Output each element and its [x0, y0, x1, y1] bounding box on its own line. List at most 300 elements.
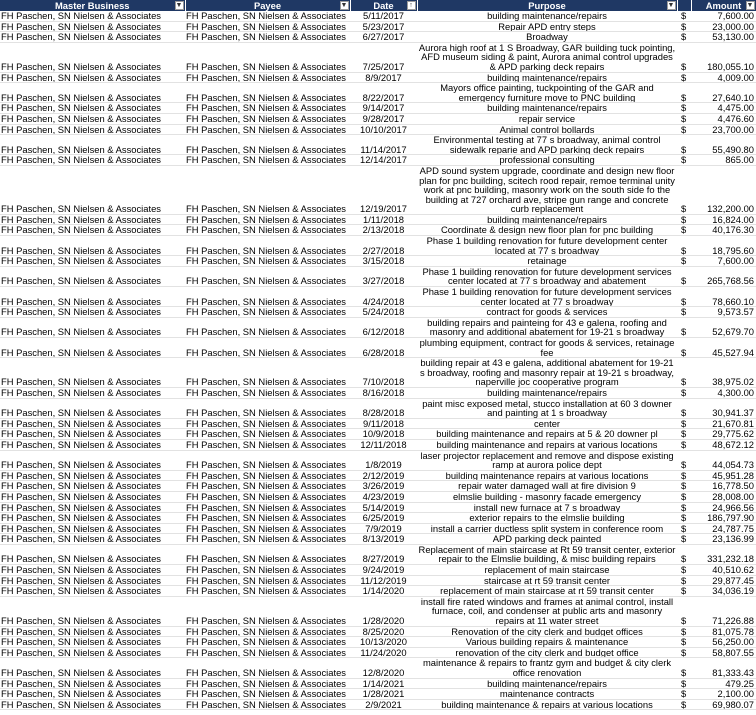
currency-cell[interactable]: $: [677, 586, 691, 597]
currency-cell[interactable]: $: [677, 135, 691, 155]
table-row[interactable]: [0, 214, 756, 225]
date-cell[interactable]: 3/27/2018: [350, 266, 417, 286]
master-business-cell[interactable]: FH Paschen, SN Nielsen & Associates: [0, 513, 185, 524]
purpose-cell[interactable]: repair water damaged wall at fire division 9: [417, 481, 677, 492]
amount-cell[interactable]: 34,036.19: [691, 586, 756, 597]
currency-cell[interactable]: $: [677, 266, 691, 286]
currency-cell[interactable]: $: [677, 72, 691, 83]
amount-cell[interactable]: 27,640.10: [691, 83, 756, 103]
date-cell[interactable]: 1/11/2018: [350, 214, 417, 225]
table-row[interactable]: [0, 266, 756, 286]
purpose-cell[interactable]: replacement of main staircase at rt 59 transit center: [417, 586, 677, 597]
purpose-cell[interactable]: contract for goods & services: [417, 307, 677, 318]
master-business-cell[interactable]: FH Paschen, SN Nielsen & Associates: [0, 83, 185, 103]
purpose-cell[interactable]: renovation of the city clerk and budget office: [417, 647, 677, 658]
currency-cell[interactable]: $: [677, 637, 691, 648]
table-row[interactable]: [0, 113, 756, 124]
date-cell[interactable]: 11/12/2019: [350, 575, 417, 586]
purpose-cell[interactable]: Phase 1 building renovation for future development services center located at 77 s broadway and abatement: [417, 266, 677, 286]
purpose-cell[interactable]: building maintenance/repairs: [417, 214, 677, 225]
payee-cell[interactable]: FH Paschen, SN Nielsen & Associates: [185, 165, 350, 214]
currency-cell[interactable]: $: [677, 83, 691, 103]
currency-cell[interactable]: $: [677, 307, 691, 318]
amount-cell[interactable]: 331,232.18: [691, 544, 756, 564]
purpose-cell[interactable]: Broadway: [417, 32, 677, 43]
purpose-cell[interactable]: building maintenance/repairs: [417, 11, 677, 21]
currency-cell[interactable]: $: [677, 450, 691, 470]
date-cell[interactable]: 7/9/2019: [350, 523, 417, 534]
payee-cell[interactable]: FH Paschen, SN Nielsen & Associates: [185, 470, 350, 481]
date-cell[interactable]: 9/11/2018: [350, 418, 417, 429]
purpose-cell[interactable]: repair service: [417, 113, 677, 124]
date-cell[interactable]: 6/28/2018: [350, 338, 417, 358]
payee-cell[interactable]: FH Paschen, SN Nielsen & Associates: [185, 418, 350, 429]
purpose-cell[interactable]: building repair at 43 e galena, additional abatement for 19-21 s broadway, roofing and masonry repair at 19-21 s broadway, naperville joc cooperative program: [417, 358, 677, 388]
currency-cell[interactable]: $: [677, 236, 691, 256]
amount-cell[interactable]: 52,679.70: [691, 317, 756, 337]
payee-cell[interactable]: FH Paschen, SN Nielsen & Associates: [185, 155, 350, 166]
payee-cell[interactable]: FH Paschen, SN Nielsen & Associates: [185, 544, 350, 564]
master-business-cell[interactable]: FH Paschen, SN Nielsen & Associates: [0, 689, 185, 700]
payee-cell[interactable]: FH Paschen, SN Nielsen & Associates: [185, 266, 350, 286]
date-cell[interactable]: 8/16/2018: [350, 387, 417, 398]
amount-cell[interactable]: 81,333.43: [691, 658, 756, 678]
purpose-cell[interactable]: Replacement of main staircase at Rt 59 transit center, exterior repair to the Elmslie building, & misc building repairs: [418, 544, 676, 565]
currency-cell[interactable]: $: [677, 491, 691, 502]
master-business-cell[interactable]: FH Paschen, SN Nielsen & Associates: [0, 481, 185, 492]
table-row[interactable]: [0, 626, 756, 637]
date-cell[interactable]: 6/27/2017: [350, 32, 417, 43]
sort-ascending-icon[interactable]: ↑: [407, 1, 416, 10]
table-row[interactable]: [0, 647, 756, 658]
filter-dropdown-icon[interactable]: ▼: [746, 2, 754, 9]
master-business-cell[interactable]: FH Paschen, SN Nielsen & Associates: [0, 418, 185, 429]
amount-cell[interactable]: 29,877.45: [691, 575, 756, 586]
payee-cell[interactable]: FH Paschen, SN Nielsen & Associates: [185, 647, 350, 658]
payee-cell[interactable]: FH Paschen, SN Nielsen & Associates: [185, 135, 350, 155]
date-cell[interactable]: 1/8/2019: [350, 450, 417, 470]
purpose-cell[interactable]: building maintenance and repairs at 5 & 20 downer pl: [417, 429, 677, 440]
table-row[interactable]: [0, 338, 756, 358]
amount-cell[interactable]: 78,660.10: [691, 287, 756, 307]
table-row[interactable]: [0, 103, 756, 114]
date-cell[interactable]: 1/14/2021: [350, 678, 417, 689]
amount-cell[interactable]: 18,795.60: [691, 236, 756, 256]
amount-cell[interactable]: 56,250.00: [691, 637, 756, 648]
currency-cell[interactable]: $: [677, 214, 691, 225]
date-cell[interactable]: 2/12/2019: [350, 470, 417, 481]
master-business-cell[interactable]: FH Paschen, SN Nielsen & Associates: [0, 113, 185, 124]
payee-cell[interactable]: FH Paschen, SN Nielsen & Associates: [185, 32, 350, 43]
table-row[interactable]: [0, 256, 756, 267]
payee-cell[interactable]: FH Paschen, SN Nielsen & Associates: [185, 637, 350, 648]
payee-cell[interactable]: FH Paschen, SN Nielsen & Associates: [185, 11, 350, 21]
master-business-cell[interactable]: FH Paschen, SN Nielsen & Associates: [0, 491, 185, 502]
amount-cell[interactable]: 23,700.00: [691, 124, 756, 135]
filter-active-icon[interactable]: ▼: [175, 2, 183, 9]
date-cell[interactable]: 1/14/2020: [350, 586, 417, 597]
master-business-cell[interactable]: FH Paschen, SN Nielsen & Associates: [0, 42, 185, 72]
table-row[interactable]: [0, 11, 756, 21]
date-cell[interactable]: 9/28/2017: [350, 113, 417, 124]
purpose-cell[interactable]: professional consulting: [417, 155, 677, 166]
table-row[interactable]: [0, 225, 756, 236]
amount-cell[interactable]: 55,490.80: [691, 135, 756, 155]
amount-cell[interactable]: 2,100.00: [691, 689, 756, 700]
currency-cell[interactable]: $: [677, 565, 691, 576]
date-cell[interactable]: 7/10/2018: [350, 358, 417, 388]
table-row[interactable]: [0, 586, 756, 597]
purpose-cell[interactable]: maintenance contracts: [417, 689, 677, 700]
currency-cell[interactable]: $: [677, 429, 691, 440]
table-row[interactable]: [0, 155, 756, 166]
master-business-cell[interactable]: FH Paschen, SN Nielsen & Associates: [0, 534, 185, 545]
table-row[interactable]: [0, 236, 756, 256]
purpose-cell[interactable]: paint misc exposed metal, stucco installation at 60 3 downer and painting at 1 s broadway: [417, 398, 677, 418]
payee-cell[interactable]: FH Paschen, SN Nielsen & Associates: [185, 689, 350, 700]
amount-cell[interactable]: 40,176.30: [691, 225, 756, 236]
currency-cell[interactable]: $: [677, 124, 691, 135]
payee-cell[interactable]: FH Paschen, SN Nielsen & Associates: [185, 256, 350, 267]
purpose-cell[interactable]: Phase 1 building renovation for future development services center located at 77 s broadway: [417, 287, 677, 307]
master-business-cell[interactable]: FH Paschen, SN Nielsen & Associates: [0, 565, 185, 576]
header-amount[interactable]: [691, 0, 756, 11]
table-row[interactable]: [0, 387, 756, 398]
payee-cell[interactable]: FH Paschen, SN Nielsen & Associates: [185, 429, 350, 440]
purpose-cell[interactable]: Renovation of the city clerk and budget offices: [417, 626, 677, 637]
payee-cell[interactable]: FH Paschen, SN Nielsen & Associates: [185, 236, 350, 256]
header-master-business[interactable]: [0, 0, 185, 11]
purpose-cell[interactable]: plumbing equipment, contract for goods & services, retainage fee: [417, 338, 677, 358]
master-business-cell[interactable]: FH Paschen, SN Nielsen & Associates: [0, 429, 185, 440]
currency-cell[interactable]: $: [677, 32, 691, 43]
master-business-cell[interactable]: FH Paschen, SN Nielsen & Associates: [0, 658, 185, 678]
table-row[interactable]: [0, 575, 756, 586]
payee-cell[interactable]: FH Paschen, SN Nielsen & Associates: [185, 307, 350, 318]
payee-cell[interactable]: FH Paschen, SN Nielsen & Associates: [185, 317, 350, 337]
table-row[interactable]: [0, 565, 756, 576]
master-business-cell[interactable]: FH Paschen, SN Nielsen & Associates: [0, 575, 185, 586]
table-row[interactable]: [0, 523, 756, 534]
date-cell[interactable]: 2/9/2021: [350, 699, 417, 710]
currency-cell[interactable]: $: [677, 387, 691, 398]
amount-cell[interactable]: 4,009.00: [691, 72, 756, 83]
currency-cell[interactable]: $: [677, 647, 691, 658]
currency-cell[interactable]: $: [677, 165, 691, 214]
table-row[interactable]: [0, 491, 756, 502]
master-business-cell[interactable]: FH Paschen, SN Nielsen & Associates: [0, 317, 185, 337]
currency-cell[interactable]: $: [677, 418, 691, 429]
table-row[interactable]: [0, 470, 756, 481]
table-row[interactable]: [0, 358, 756, 388]
payee-cell[interactable]: FH Paschen, SN Nielsen & Associates: [185, 596, 350, 626]
filter-dropdown-icon[interactable]: ▼: [667, 2, 675, 9]
table-row[interactable]: [0, 678, 756, 689]
purpose-cell[interactable]: Mayors office painting, tuckpointing of the GAR and emergency furniture move to PNC building: [417, 83, 677, 103]
amount-cell[interactable]: 23,136.99: [691, 534, 756, 545]
amount-cell[interactable]: 71,226.88: [691, 596, 756, 626]
table-row[interactable]: [0, 32, 756, 43]
amount-cell[interactable]: 180,055.10: [691, 42, 756, 72]
master-business-cell[interactable]: FH Paschen, SN Nielsen & Associates: [0, 307, 185, 318]
table-row[interactable]: [0, 317, 756, 337]
table-row[interactable]: [0, 165, 756, 214]
master-business-cell[interactable]: FH Paschen, SN Nielsen & Associates: [0, 626, 185, 637]
currency-cell[interactable]: $: [677, 502, 691, 513]
currency-cell[interactable]: $: [677, 626, 691, 637]
table-row[interactable]: [0, 534, 756, 545]
currency-cell[interactable]: $: [677, 513, 691, 524]
payee-cell[interactable]: FH Paschen, SN Nielsen & Associates: [185, 42, 350, 72]
table-row[interactable]: [0, 21, 756, 32]
currency-cell[interactable]: $: [677, 398, 691, 418]
payee-cell[interactable]: FH Paschen, SN Nielsen & Associates: [185, 439, 350, 450]
master-business-cell[interactable]: FH Paschen, SN Nielsen & Associates: [0, 586, 185, 597]
master-business-cell[interactable]: FH Paschen, SN Nielsen & Associates: [0, 678, 185, 689]
date-cell[interactable]: 8/27/2019: [350, 544, 417, 564]
purpose-cell[interactable]: install a carrier ductless split system in conference room: [417, 523, 677, 534]
purpose-cell[interactable]: Aurora high roof at 1 S Broadway, GAR building tuck pointing, AFD museum siding & paint, Aurora animal control upgrades & APD parking deck repairs: [418, 42, 676, 72]
date-cell[interactable]: 6/25/2019: [350, 513, 417, 524]
currency-cell[interactable]: $: [677, 103, 691, 114]
date-cell[interactable]: 2/13/2018: [350, 225, 417, 236]
table-row[interactable]: [0, 418, 756, 429]
payee-cell[interactable]: FH Paschen, SN Nielsen & Associates: [185, 513, 350, 524]
currency-cell[interactable]: $: [677, 21, 691, 32]
master-business-cell[interactable]: FH Paschen, SN Nielsen & Associates: [0, 155, 185, 166]
amount-cell[interactable]: 81,075.78: [691, 626, 756, 637]
table-row[interactable]: [0, 699, 756, 710]
amount-cell[interactable]: 16,778.50: [691, 481, 756, 492]
currency-cell[interactable]: $: [677, 225, 691, 236]
amount-cell[interactable]: 21,670.81: [691, 418, 756, 429]
table-row[interactable]: [0, 72, 756, 83]
amount-cell[interactable]: 45,527.94: [691, 338, 756, 358]
currency-cell[interactable]: $: [677, 113, 691, 124]
date-cell[interactable]: 8/28/2018: [350, 398, 417, 418]
date-cell[interactable]: 5/24/2018: [350, 307, 417, 318]
date-cell[interactable]: 12/8/2020: [350, 658, 417, 678]
payee-cell[interactable]: FH Paschen, SN Nielsen & Associates: [185, 699, 350, 710]
master-business-cell[interactable]: FH Paschen, SN Nielsen & Associates: [0, 287, 185, 307]
payee-cell[interactable]: FH Paschen, SN Nielsen & Associates: [185, 626, 350, 637]
table-row[interactable]: [0, 439, 756, 450]
master-business-cell[interactable]: FH Paschen, SN Nielsen & Associates: [0, 647, 185, 658]
purpose-cell[interactable]: laser projector replacement and remove and dispose existing ramp at aurora police dept: [417, 450, 677, 470]
purpose-cell[interactable]: replacement of main staircase: [417, 565, 677, 576]
date-cell[interactable]: 10/9/2018: [350, 429, 417, 440]
currency-cell[interactable]: $: [677, 470, 691, 481]
header-purpose[interactable]: [417, 0, 677, 11]
master-business-cell[interactable]: FH Paschen, SN Nielsen & Associates: [0, 398, 185, 418]
table-row[interactable]: [0, 429, 756, 440]
payee-cell[interactable]: FH Paschen, SN Nielsen & Associates: [185, 398, 350, 418]
amount-cell[interactable]: 53,130.00: [691, 32, 756, 43]
master-business-cell[interactable]: FH Paschen, SN Nielsen & Associates: [0, 21, 185, 32]
table-row[interactable]: [0, 307, 756, 318]
date-cell[interactable]: 8/13/2019: [350, 534, 417, 545]
currency-cell[interactable]: $: [677, 287, 691, 307]
payee-cell[interactable]: FH Paschen, SN Nielsen & Associates: [185, 103, 350, 114]
purpose-cell[interactable]: install fire rated windows and frames at animal control, install furnace, coil, and condenser at public arts and masonry repairs at 11 water street: [417, 596, 677, 626]
purpose-cell[interactable]: building maintenance and repairs at various locations: [417, 439, 677, 450]
purpose-cell[interactable]: building maintenance & repairs at various locations: [417, 699, 677, 710]
date-cell[interactable]: 4/24/2018: [350, 287, 417, 307]
master-business-cell[interactable]: FH Paschen, SN Nielsen & Associates: [0, 699, 185, 710]
amount-cell[interactable]: 4,300.00: [691, 387, 756, 398]
purpose-cell[interactable]: Coordinate & design new floor plan for pnc building: [417, 225, 677, 236]
master-business-cell[interactable]: FH Paschen, SN Nielsen & Associates: [0, 502, 185, 513]
master-business-cell[interactable]: FH Paschen, SN Nielsen & Associates: [0, 32, 185, 43]
currency-cell[interactable]: $: [677, 596, 691, 626]
date-cell[interactable]: 5/23/2017: [350, 21, 417, 32]
payee-cell[interactable]: FH Paschen, SN Nielsen & Associates: [185, 338, 350, 358]
purpose-cell[interactable]: APD sound system upgrade, coordinate and design new floor plan for pnc building, scitech rood repair, remoe terminal unity work at pnc building, masonry work on the south side fo the building at 727 orchard ave, stripe gun range and concrete curb replacement: [417, 165, 677, 214]
master-business-cell[interactable]: FH Paschen, SN Nielsen & Associates: [0, 338, 185, 358]
table-row[interactable]: [0, 502, 756, 513]
currency-cell[interactable]: $: [677, 155, 691, 166]
currency-cell[interactable]: $: [677, 481, 691, 492]
payee-cell[interactable]: FH Paschen, SN Nielsen & Associates: [185, 481, 350, 492]
table-row[interactable]: [0, 287, 756, 307]
currency-cell[interactable]: $: [677, 544, 691, 564]
payee-cell[interactable]: FH Paschen, SN Nielsen & Associates: [185, 565, 350, 576]
date-cell[interactable]: 11/14/2017: [350, 135, 417, 155]
master-business-cell[interactable]: FH Paschen, SN Nielsen & Associates: [0, 450, 185, 470]
master-business-cell[interactable]: FH Paschen, SN Nielsen & Associates: [0, 214, 185, 225]
purpose-cell[interactable]: center: [417, 418, 677, 429]
amount-cell[interactable]: 30,941.37: [691, 398, 756, 418]
amount-cell[interactable]: 7,600.00: [691, 256, 756, 267]
master-business-cell[interactable]: FH Paschen, SN Nielsen & Associates: [0, 544, 185, 564]
purpose-cell[interactable]: elmslie building - masonry facade emergency: [417, 491, 677, 502]
currency-cell[interactable]: $: [677, 439, 691, 450]
purpose-cell[interactable]: building maintenance/repairs: [417, 387, 677, 398]
payee-cell[interactable]: FH Paschen, SN Nielsen & Associates: [185, 287, 350, 307]
currency-cell[interactable]: $: [677, 256, 691, 267]
date-cell[interactable]: 8/25/2020: [350, 626, 417, 637]
master-business-cell[interactable]: FH Paschen, SN Nielsen & Associates: [0, 387, 185, 398]
master-business-cell[interactable]: FH Paschen, SN Nielsen & Associates: [0, 358, 185, 388]
table-row[interactable]: [0, 637, 756, 648]
date-cell[interactable]: 9/14/2017: [350, 103, 417, 114]
payee-cell[interactable]: FH Paschen, SN Nielsen & Associates: [185, 83, 350, 103]
table-row[interactable]: [0, 544, 756, 564]
currency-cell[interactable]: $: [677, 42, 691, 72]
payee-cell[interactable]: FH Paschen, SN Nielsen & Associates: [185, 658, 350, 678]
table-row[interactable]: [0, 481, 756, 492]
date-cell[interactable]: 3/15/2018: [350, 256, 417, 267]
payee-cell[interactable]: FH Paschen, SN Nielsen & Associates: [185, 214, 350, 225]
date-cell[interactable]: 11/24/2020: [350, 647, 417, 658]
master-business-cell[interactable]: FH Paschen, SN Nielsen & Associates: [0, 596, 185, 626]
currency-cell[interactable]: $: [677, 11, 691, 21]
amount-cell[interactable]: 69,980.07: [691, 699, 756, 710]
amount-cell[interactable]: 9,573.57: [691, 307, 756, 318]
table-row[interactable]: [0, 124, 756, 135]
master-business-cell[interactable]: FH Paschen, SN Nielsen & Associates: [0, 439, 185, 450]
amount-cell[interactable]: 16,824.00: [691, 214, 756, 225]
purpose-cell[interactable]: install new furnace at 7 s broadway: [417, 502, 677, 513]
master-business-cell[interactable]: FH Paschen, SN Nielsen & Associates: [0, 470, 185, 481]
date-cell[interactable]: 12/19/2017: [350, 165, 417, 214]
master-business-cell[interactable]: FH Paschen, SN Nielsen & Associates: [0, 236, 185, 256]
amount-cell[interactable]: 48,672.12: [691, 439, 756, 450]
master-business-cell[interactable]: FH Paschen, SN Nielsen & Associates: [0, 637, 185, 648]
amount-cell[interactable]: 58,807.55: [691, 647, 756, 658]
date-cell[interactable]: 9/24/2019: [350, 565, 417, 576]
currency-cell[interactable]: $: [677, 317, 691, 337]
date-cell[interactable]: 1/28/2021: [350, 689, 417, 700]
master-business-cell[interactable]: FH Paschen, SN Nielsen & Associates: [0, 72, 185, 83]
amount-cell[interactable]: 24,787.75: [691, 523, 756, 534]
amount-cell[interactable]: 186,797.90: [691, 513, 756, 524]
table-row[interactable]: [0, 450, 756, 470]
table-row[interactable]: [0, 42, 756, 72]
amount-cell[interactable]: 23,000.00: [691, 21, 756, 32]
payee-cell[interactable]: FH Paschen, SN Nielsen & Associates: [185, 21, 350, 32]
purpose-cell[interactable]: APD parking deck painted: [417, 534, 677, 545]
purpose-cell[interactable]: maintenance & repairs to frantz gym and budget & city clerk office renovation: [417, 658, 677, 678]
date-cell[interactable]: 5/14/2019: [350, 502, 417, 513]
purpose-cell[interactable]: Phase 1 building renovation for future development center located at 77 s broadway: [417, 236, 677, 256]
currency-cell[interactable]: $: [677, 338, 691, 358]
table-row[interactable]: [0, 689, 756, 700]
purpose-cell[interactable]: Animal control bollards: [417, 124, 677, 135]
amount-cell[interactable]: 132,200.00: [691, 165, 756, 214]
master-business-cell[interactable]: FH Paschen, SN Nielsen & Associates: [0, 135, 185, 155]
payee-cell[interactable]: FH Paschen, SN Nielsen & Associates: [185, 523, 350, 534]
date-cell[interactable]: 8/22/2017: [350, 83, 417, 103]
purpose-cell[interactable]: building maintenance/repairs: [417, 678, 677, 689]
purpose-cell[interactable]: building maintenance repairs at various locations: [417, 470, 677, 481]
amount-cell[interactable]: 44,054.73: [691, 450, 756, 470]
table-row[interactable]: [0, 398, 756, 418]
table-row[interactable]: [0, 135, 756, 155]
table-row[interactable]: [0, 658, 756, 678]
payee-cell[interactable]: FH Paschen, SN Nielsen & Associates: [185, 575, 350, 586]
amount-cell[interactable]: 479.25: [691, 678, 756, 689]
payee-cell[interactable]: FH Paschen, SN Nielsen & Associates: [185, 586, 350, 597]
purpose-cell[interactable]: building repairs and painteing for 43 e galena, roofing and masonry and additional abatement for 19-21 s broadway: [417, 317, 677, 337]
currency-cell[interactable]: $: [677, 358, 691, 388]
currency-cell[interactable]: $: [677, 575, 691, 586]
amount-cell[interactable]: 865.00: [691, 155, 756, 166]
currency-cell[interactable]: $: [677, 689, 691, 700]
date-cell[interactable]: 10/10/2017: [350, 124, 417, 135]
amount-cell[interactable]: 7,600.00: [691, 11, 756, 21]
payee-cell[interactable]: FH Paschen, SN Nielsen & Associates: [185, 225, 350, 236]
amount-cell[interactable]: 265,768.56: [691, 266, 756, 286]
amount-cell[interactable]: 24,966.56: [691, 502, 756, 513]
amount-cell[interactable]: 29,775.62: [691, 429, 756, 440]
date-cell[interactable]: 3/26/2019: [350, 481, 417, 492]
purpose-cell[interactable]: exterior repairs to the elmslie building: [417, 513, 677, 524]
purpose-cell[interactable]: staircase at rt 59 transit center: [417, 575, 677, 586]
currency-cell[interactable]: $: [677, 699, 691, 710]
master-business-cell[interactable]: FH Paschen, SN Nielsen & Associates: [0, 124, 185, 135]
payee-cell[interactable]: FH Paschen, SN Nielsen & Associates: [185, 124, 350, 135]
master-business-cell[interactable]: FH Paschen, SN Nielsen & Associates: [0, 11, 185, 21]
amount-cell[interactable]: 4,476.60: [691, 113, 756, 124]
currency-cell[interactable]: $: [677, 523, 691, 534]
table-row[interactable]: [0, 513, 756, 524]
date-cell[interactable]: 5/11/2017: [350, 11, 417, 21]
purpose-cell[interactable]: retainage: [417, 256, 677, 267]
currency-cell[interactable]: $: [677, 658, 691, 678]
payee-cell[interactable]: FH Paschen, SN Nielsen & Associates: [185, 678, 350, 689]
amount-cell[interactable]: 45,951.28: [691, 470, 756, 481]
